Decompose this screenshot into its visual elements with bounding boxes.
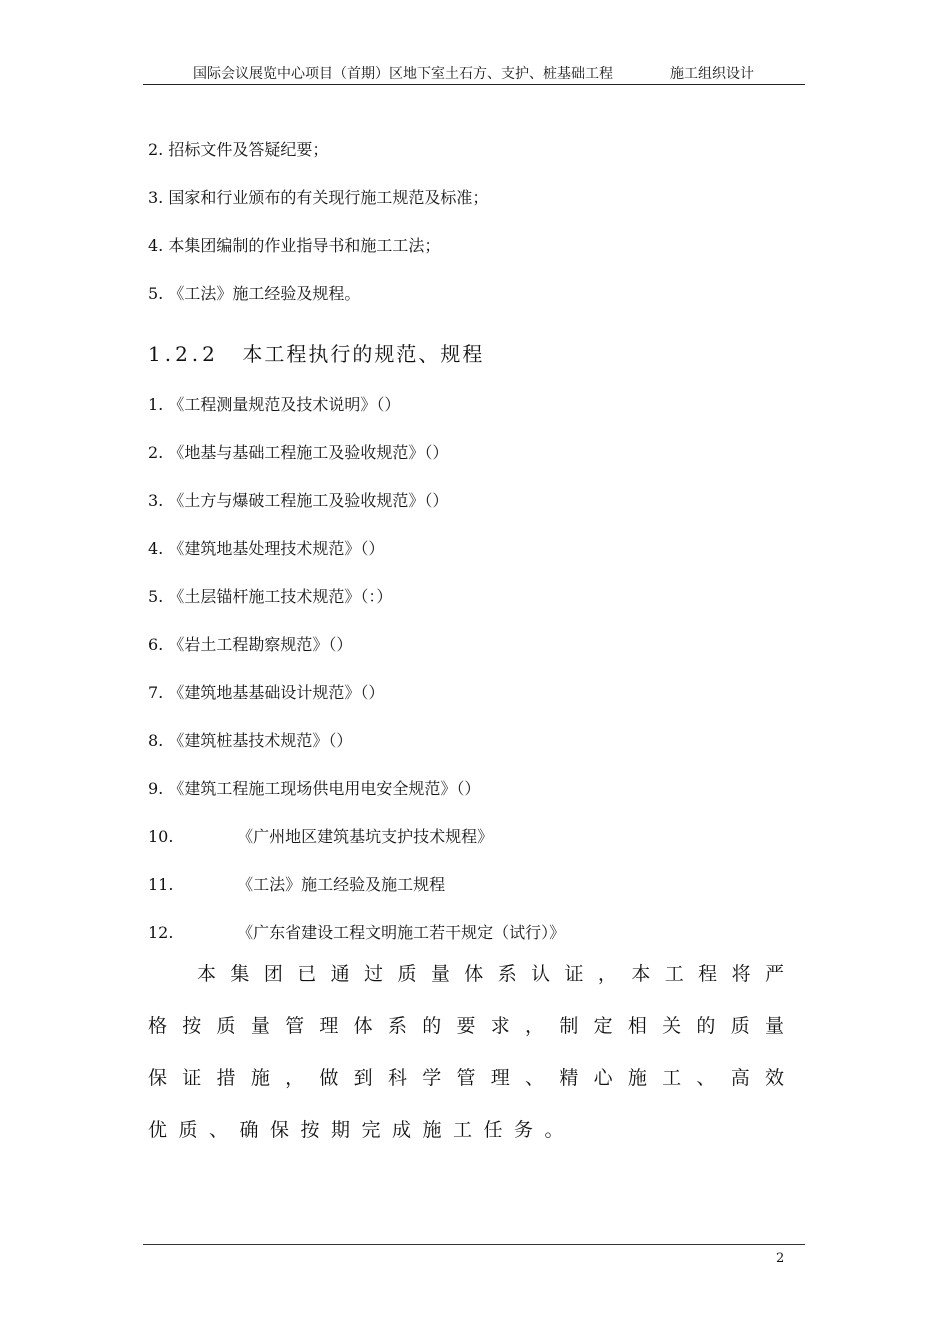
section-title: 本工程执行的规范、规程 (242, 342, 485, 366)
paragraph-line: 本集团已通过质量体系认证，本工程将严 (197, 963, 784, 985)
list-item-number: 4. (148, 236, 164, 255)
list-item-number: 5. (148, 284, 164, 303)
standard-text: 《工程测量规范及技术说明》（） (168, 395, 401, 414)
page-header (143, 64, 805, 85)
standard-text: 《岩土工程勘察规范》（） (168, 635, 353, 654)
list-item (148, 234, 440, 258)
list-item-text: 国家和行业颁布的有关现行施工规范及标准； (168, 188, 489, 207)
standard-text: 《广州地区建筑基坑支护技术规程》 (237, 827, 494, 846)
list-item-number: 3. (148, 188, 164, 207)
list-item (148, 138, 328, 162)
standard-text: 《建筑地基处理技术规范》（） (168, 539, 385, 558)
page-number: 2 (776, 1251, 785, 1266)
standard-text: 《建筑地基基础设计规范》（） (168, 683, 385, 702)
list-item (148, 282, 360, 306)
paragraph-line: 格按质量管理体系的要求，制定相关的质量 (148, 1015, 784, 1037)
standard-number: 3. (148, 491, 164, 510)
standard-text: 《土方与爆破工程施工及验收规范》（） (168, 491, 449, 510)
header-project-title: 国际会议展览中心项目（首期）区地下室土石方、支护、桩基础工程 (193, 66, 613, 82)
standard-number: 5. (148, 587, 164, 606)
footer-divider (143, 1244, 805, 1245)
standard-text: 《广东省建设工程文明施工若干规定（试行）》 (237, 923, 566, 942)
standard-number: 2. (148, 443, 164, 462)
standard-text: 《建筑桩基技术规范》（） (168, 731, 353, 750)
standard-item (148, 729, 352, 753)
section-heading (148, 339, 484, 369)
list-item-text: 本集团编制的作业指导书和施工工法； (168, 236, 441, 255)
standard-item (148, 921, 565, 945)
standard-number: 8. (148, 731, 164, 750)
standard-number: 6. (148, 635, 164, 654)
paragraph-line: 保证措施，做到科学管理、精心施工、高效 (148, 1067, 784, 1089)
standard-number: 12. (148, 923, 174, 942)
standard-text: 《工法》施工经验及施工规程 (237, 875, 446, 894)
standard-number: 4. (148, 539, 164, 558)
standard-item (148, 825, 493, 849)
standard-number: 9. (148, 779, 164, 798)
standard-text: 《土层锚杆施工技术规范》（：） (168, 587, 393, 606)
standard-text: 《地基与基础工程施工及验收规范》（） (168, 443, 449, 462)
list-item-number: 2. (148, 140, 164, 159)
section-number: 1.2.2 (148, 342, 219, 366)
standard-number: 10. (148, 827, 174, 846)
standard-text: 《建筑工程施工现场供电用电安全规范》（） (168, 779, 481, 798)
standard-item (148, 393, 400, 417)
paragraph-line: 优质、确保按期完成施工任务。 (148, 1119, 576, 1141)
standard-item (148, 633, 352, 657)
standard-item (148, 441, 448, 465)
standard-item (148, 489, 448, 513)
header-document-type: 施工组织设计 (670, 66, 754, 82)
list-item-text: 招标文件及答疑纪要； (168, 140, 329, 159)
standard-item (148, 585, 392, 609)
standard-number: 1. (148, 395, 164, 414)
list-item (148, 186, 488, 210)
list-item-text: 《工法》施工经验及规程。 (168, 284, 361, 303)
standard-number: 7. (148, 683, 164, 702)
standard-item (148, 873, 445, 897)
standard-item (148, 681, 384, 705)
standard-number: 11. (148, 875, 174, 894)
standard-item (148, 777, 480, 801)
standard-item (148, 537, 384, 561)
